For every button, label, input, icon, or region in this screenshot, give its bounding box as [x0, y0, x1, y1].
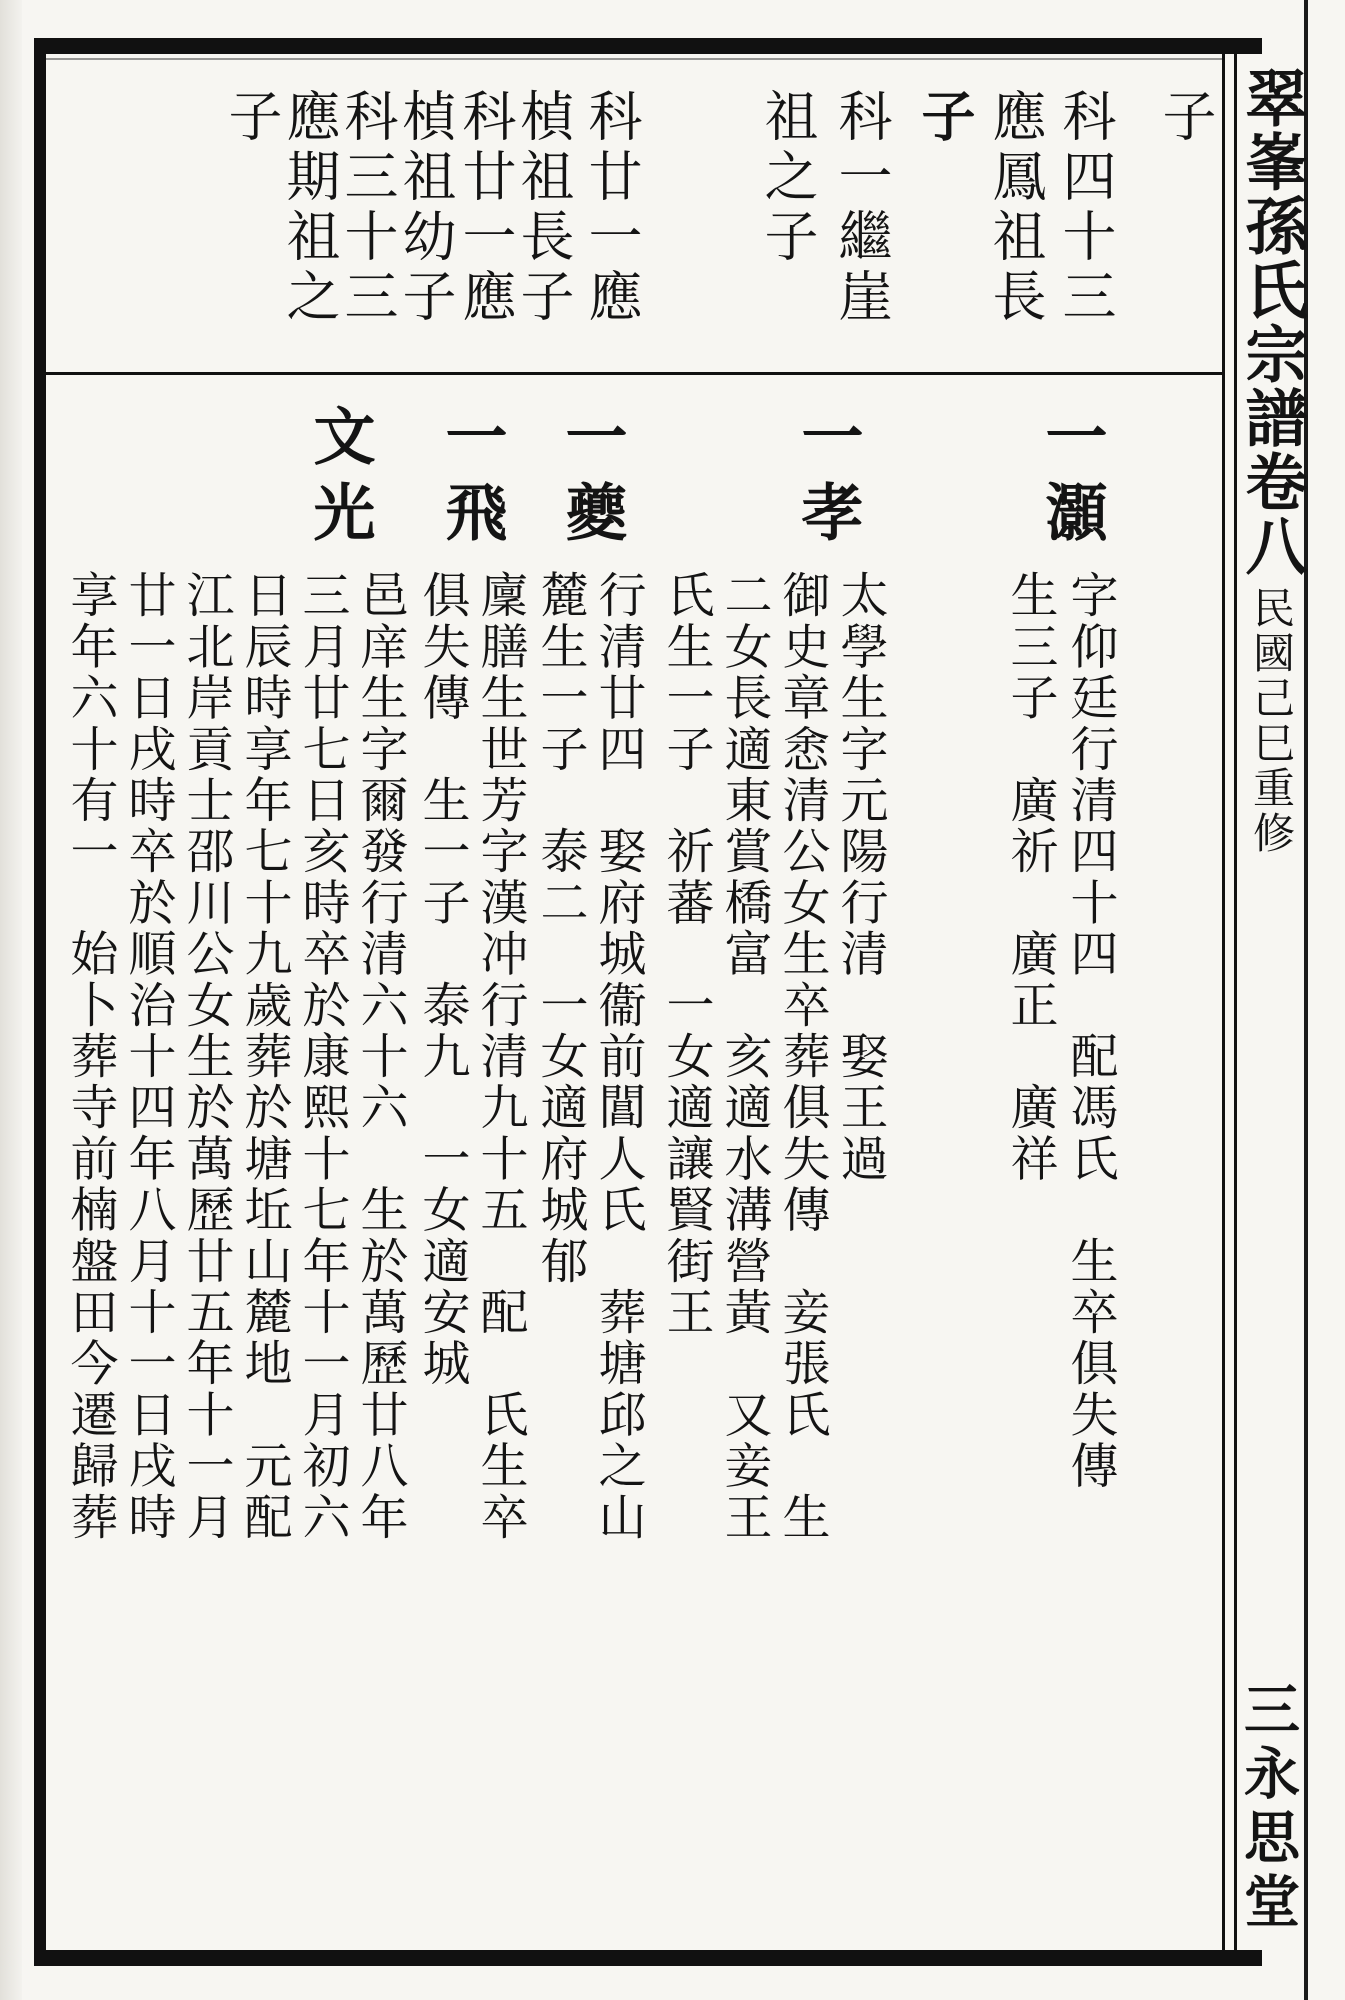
entry-line: 氏生一子 祈蕃 一女適讓賢街王 [658, 570, 714, 1338]
upper-note: 科廿一應 [580, 88, 643, 328]
entry-name-yihao: 一灝 [1035, 404, 1108, 556]
entry-name-wenguang: 文光 [303, 404, 376, 556]
entry-line: 享年六十有一 始卜葬寺前楠盤田今遷歸葬 [62, 570, 118, 1543]
entry-name-yixiao: 一孝 [791, 404, 864, 556]
volume-label: 卷八 [1235, 450, 1308, 578]
entry-line: 御史章悆清公女生卒葬俱失傳 妾張氏 生 [774, 570, 830, 1543]
upper-note: 楨祖長子 [512, 88, 575, 328]
entry-line: 生三子 廣祈 廣正 廣祥 [1002, 570, 1058, 1185]
entry-line: 江北岸貢士邵川公女生於萬歷廿五年十一月 [178, 570, 234, 1543]
edition-label: 民國己巳重修 [1247, 586, 1296, 856]
entry-line: 二女長適東賞橋富 亥適水溝營黃 又妾王 [716, 570, 772, 1543]
upper-note: 祖之子 [756, 88, 819, 268]
upper-note: 應鳳祖長 [984, 88, 1047, 328]
entry-line: 廩膳生世芳字漢冲行清九十五 配 氏生卒 [472, 570, 528, 1543]
entry-name-yikui: 一夔 [555, 404, 628, 556]
book-title [1235, 66, 1308, 856]
upper-note: 子 [1154, 88, 1217, 148]
entry-line: 太學生字元陽行清 娶王過 [832, 570, 888, 1185]
entry-line: 邑庠生字爾發行清六十六 生於萬歷廿八年 [352, 570, 408, 1543]
upper-note: 科一繼崖 [830, 88, 893, 328]
top-rule [46, 58, 1222, 60]
entry-name-yifei: 一飛 [435, 404, 508, 556]
entry-line: 廿一日戌時卒於順治十四年八月十一日戌時 [120, 570, 176, 1543]
entry-line: 日辰時享年七十九歲葬於塘坵山麓地 元配 [236, 570, 292, 1543]
upper-note: 科四十三 [1054, 88, 1117, 328]
entry-line: 字仰廷行清四十四 配馮氏 生卒俱失傳 [1062, 570, 1118, 1492]
tier-divider [46, 372, 1222, 375]
upper-note: 科廿一應 [454, 88, 517, 328]
upper-note: 應期祖之 [278, 88, 341, 328]
entry-line: 三月廿七日亥時卒於康熙十七年十一月初六 [294, 570, 350, 1543]
frame-right-rule [1222, 54, 1225, 1950]
upper-note: 科三十三 [336, 88, 399, 328]
upper-note: 子 [913, 88, 977, 148]
entry-line: 麓生一子 泰二 一女適府城郁 [532, 570, 588, 1287]
hall-name: 三永思堂 [1235, 1680, 1301, 1936]
upper-note: 子 [220, 88, 283, 148]
entry-line: 俱失傳 生一子 泰九 一女適安城 [414, 570, 470, 1390]
page-edge [0, 0, 22, 2000]
book-title-main: 翠峯孫氏宗譜 [1235, 66, 1308, 450]
upper-note: 楨祖幼子 [394, 88, 457, 328]
entry-line: 行清廿四 娶府城衞前閶人氏 葬塘邱之山 [590, 570, 646, 1543]
